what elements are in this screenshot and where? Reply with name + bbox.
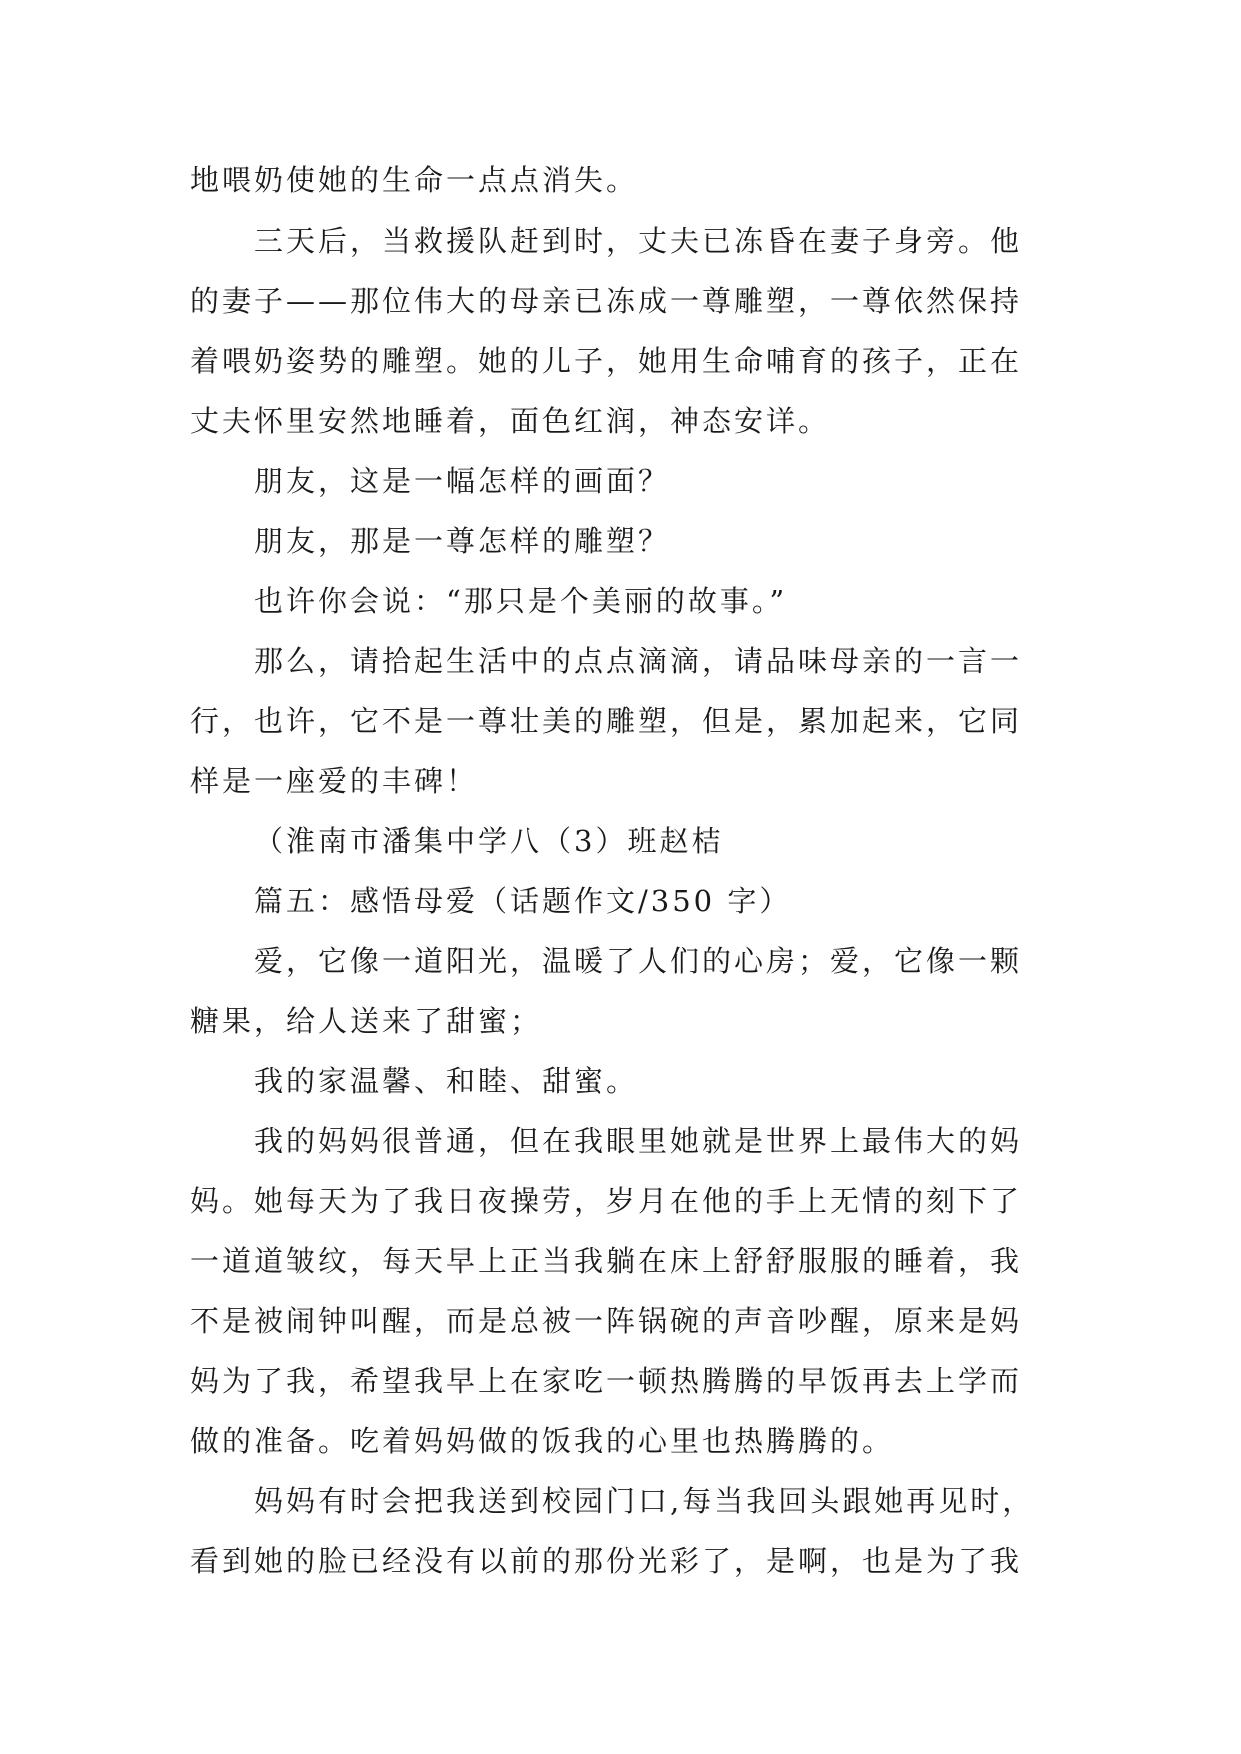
paragraph-first-line: 我的家温馨、和睦、甜蜜。 [254, 1064, 639, 1098]
paragraph-first-line: 三天后，当救援队赶到时，丈夫已冻昏在妻子身旁。他 [254, 224, 1023, 258]
section-heading: 篇五：感悟母爱（话题作文/350 字） [254, 884, 792, 918]
paragraph-first-line: 那么，请拾起生活中的点点滴滴，请品味母亲的一言一 [254, 644, 1023, 678]
text-line: 妈。她每天为了我日夜操劳，岁月在他的手上无情的刻下了 [190, 1184, 1023, 1218]
paragraph-first-line: 朋友，那是一尊怎样的雕塑？ [254, 524, 671, 558]
text-line: 样是一座爱的丰碑！ [190, 764, 479, 798]
text-line: 看到她的脸已经没有以前的那份光彩了，是啊，也是为了我 [190, 1544, 1023, 1578]
paragraph-first-line: 朋友，这是一幅怎样的画面？ [254, 464, 671, 498]
text-line: 行，也许，它不是一尊壮美的雕塑，但是，累加起来，它同 [190, 704, 1023, 738]
text-line: 的妻子——那位伟大的母亲已冻成一尊雕塑，一尊依然保持 [190, 284, 1023, 318]
author-attribution: （淮南市潘集中学八（3）班赵桔 [254, 824, 724, 858]
text-line: 不是被闹钟叫醒，而是总被一阵锅碗的声音吵醒，原来是妈 [190, 1304, 1023, 1338]
text-line: 丈夫怀里安然地睡着，面色红润，神态安详。 [190, 404, 831, 438]
paragraph-first-line: 爱，它像一道阳光，温暖了人们的心房；爱，它像一颗 [254, 944, 1023, 978]
text-line: 一道道皱纹，每天早上正当我躺在床上舒舒服服的睡着，我 [190, 1244, 1023, 1278]
text-line: 做的准备。吃着妈妈做的饭我的心里也热腾腾的。 [190, 1424, 895, 1458]
paragraph-first-line: 我的妈妈很普通，但在我眼里她就是世界上最伟大的妈 [254, 1124, 1023, 1158]
text-line: 地喂奶使她的生命一点点消失。 [190, 163, 639, 197]
text-line: 糖果，给人送来了甜蜜； [190, 1004, 543, 1038]
paragraph-first-line: 妈妈有时会把我送到校园门口,每当我回头跟她再见时， [254, 1484, 1035, 1518]
paragraph-first-line: 也许你会说：“那只是个美丽的故事。” [254, 584, 788, 618]
text-line: 着喂奶姿势的雕塑。她的儿子，她用生命哺育的孩子，正在 [190, 344, 1023, 378]
text-line: 妈为了我，希望我早上在家吃一顿热腾腾的早饭再去上学而 [190, 1364, 1023, 1398]
